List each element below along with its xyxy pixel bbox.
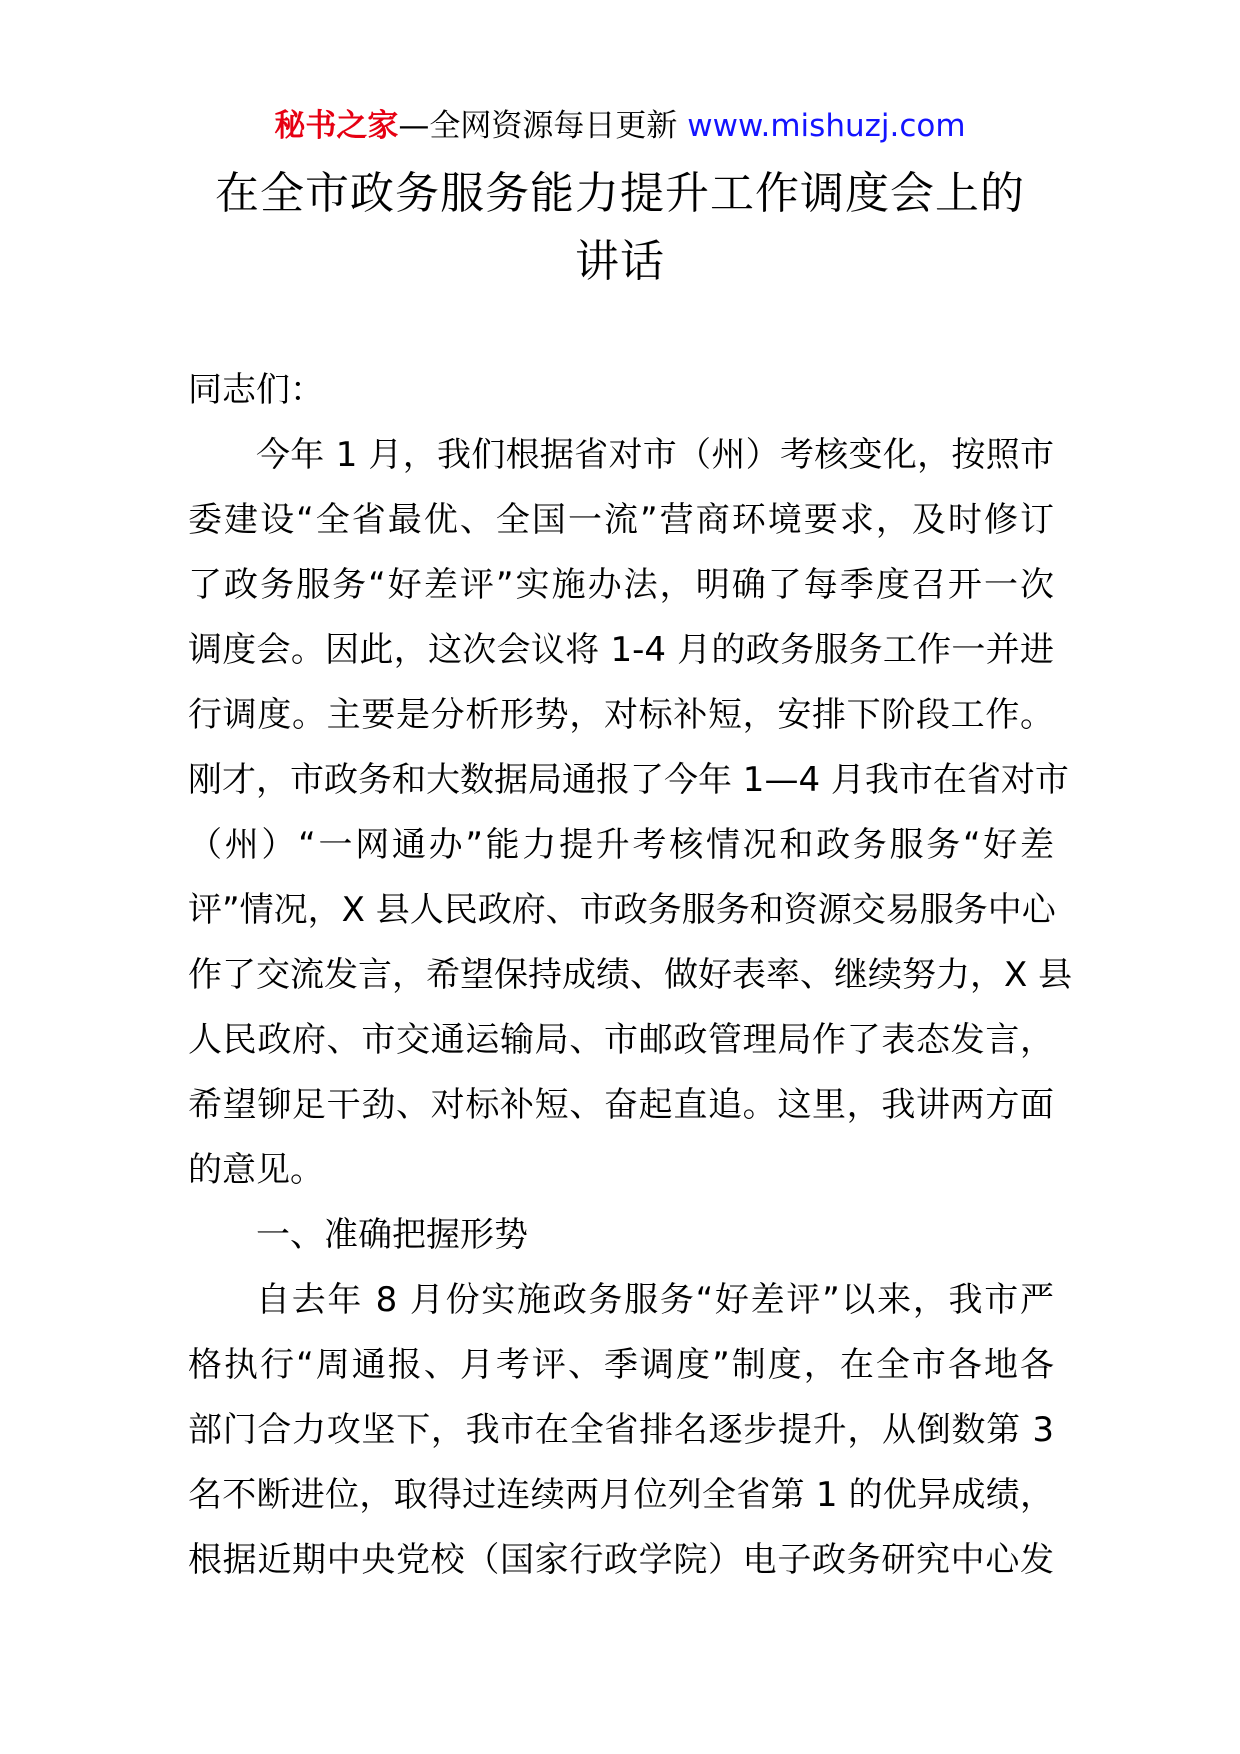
body-line: 了政务服务“好差评”实施办法，明确了每季度召开一次: [188, 565, 1054, 605]
body-line: 格执行“周通报、月考评、季调度”制度，在全市各地各: [188, 1345, 1054, 1385]
body-line: 人民政府、市交通运输局、市邮政管理局作了表态发言，: [188, 1020, 1054, 1060]
body-line: 刚才，市政务和大数据局通报了今年 1—4 月我市在省对市: [188, 760, 1069, 800]
body-line: 今年 1 月，我们根据省对市（州）考核变化，按照市: [256, 435, 1054, 475]
header-slogan: —全网资源每日更新: [398, 108, 688, 144]
body-line: （州）“一网通办”能力提升考核情况和政务服务“好差: [188, 825, 1054, 865]
body-line: 行调度。主要是分析形势，对标补短，安排下阶段工作。: [188, 695, 1054, 735]
body-line: 名不断进位，取得过连续两月位列全省第 1 的优异成绩，: [188, 1475, 1054, 1515]
document-title: [150, 160, 1090, 296]
brand-name: 秘书之家: [274, 108, 399, 144]
site-url-link[interactable]: www.mishuzj.com: [687, 108, 966, 144]
body-line: 作了交流发言，希望保持成绩、做好表率、继续努力，X 县: [188, 955, 1073, 995]
body-line: 调度会。因此，这次会议将 1-4 月的政务服务工作一并进: [188, 630, 1054, 670]
body-line: 部门合力攻坚下，我市在全省排名逐步提升，从倒数第 3: [188, 1410, 1054, 1450]
body-line: 自去年 8 月份实施政务服务“好差评”以来，我市严: [256, 1280, 1054, 1320]
body-line: 的意见。: [188, 1150, 324, 1190]
body-line: 希望铆足干劲、对标补短、奋起直追。这里，我讲两方面: [188, 1085, 1054, 1125]
title-line-2: 讲话: [575, 236, 665, 287]
document-body: [188, 358, 1073, 1593]
body-line: 委建设“全省最优、全国一流”营商环境要求，及时修订: [188, 500, 1054, 540]
body-line: 评”情况，X 县人民政府、市政务服务和资源交易服务中心: [188, 890, 1056, 930]
section-heading: 一、准确把握形势: [256, 1215, 528, 1255]
salutation: 同志们：: [188, 370, 324, 410]
title-line-1: 在全市政务服务能力提升工作调度会上的: [215, 168, 1025, 219]
site-header: [0, 104, 1240, 148]
body-line: 根据近期中央党校（国家行政学院）电子政务研究中心发: [188, 1540, 1054, 1580]
